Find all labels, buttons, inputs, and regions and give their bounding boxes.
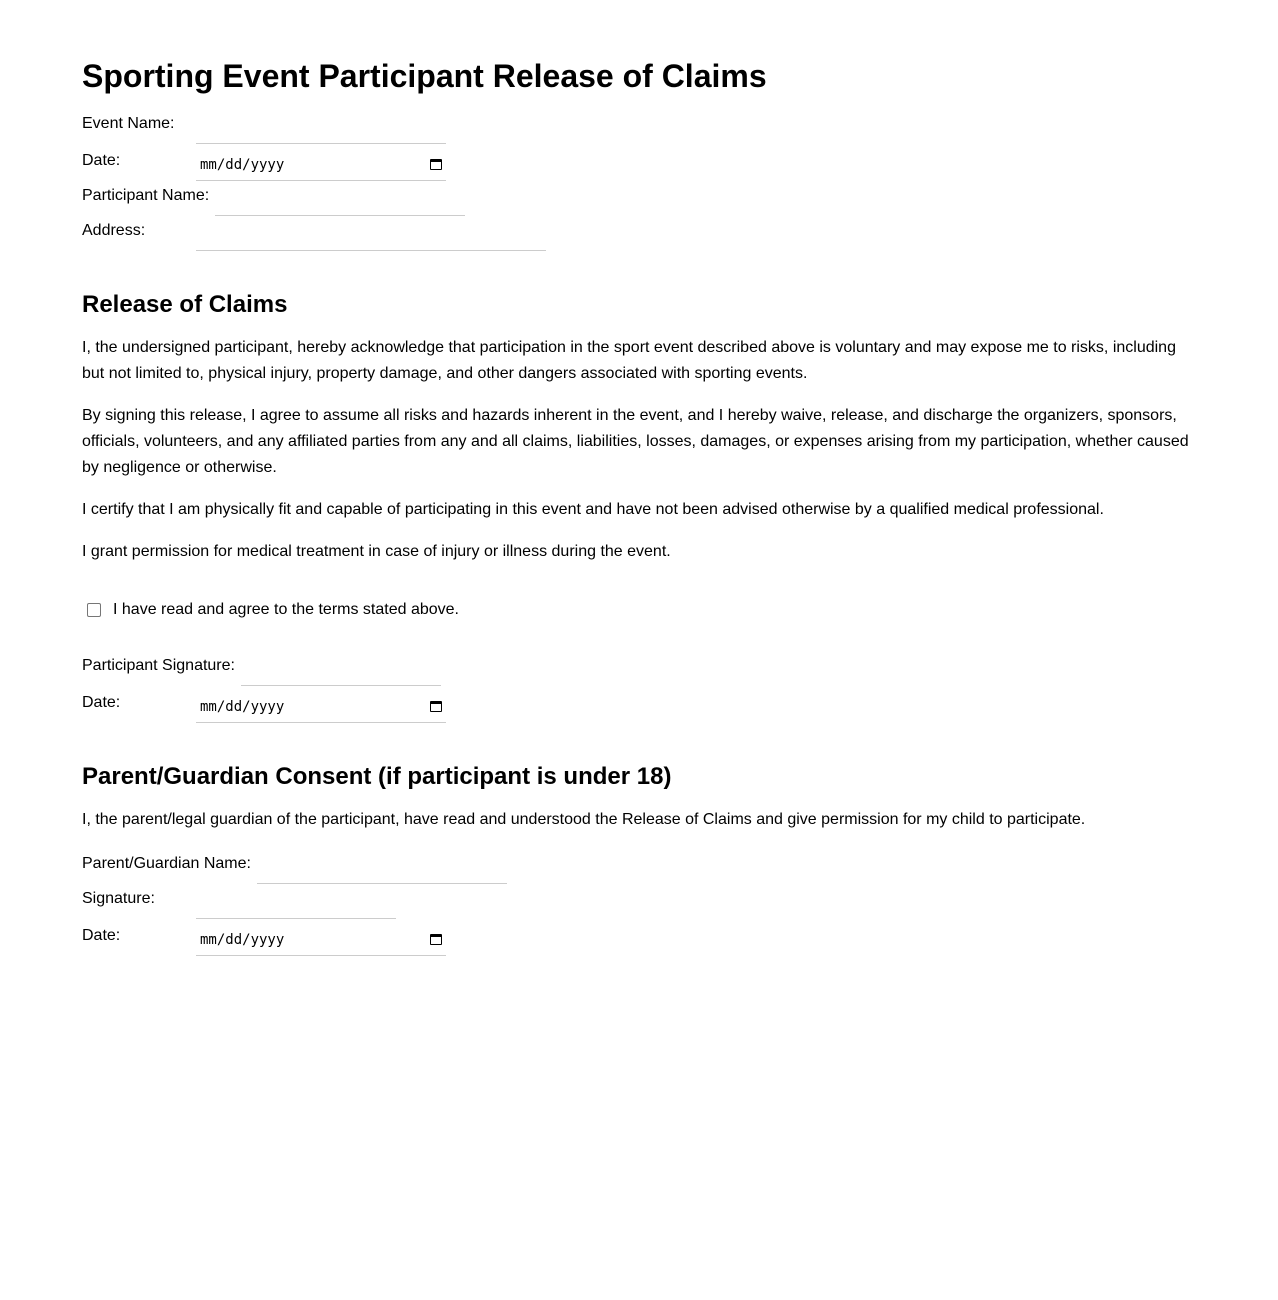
calendar-icon[interactable] xyxy=(430,934,442,945)
release-paragraph: I, the undersigned participant, hereby acknowledge that participation in the sport event described above is voluntary and may expose me to risks, including but not limited to, physical injury, property damage, and other dangers associated with sporting events. xyxy=(82,339,1176,382)
event-name-label: Event Name: xyxy=(82,115,175,132)
participant-date-label: Date: xyxy=(82,694,121,711)
event-name-input[interactable] xyxy=(196,113,446,144)
guardian-signature-row xyxy=(82,884,1196,919)
calendar-icon[interactable] xyxy=(430,701,442,712)
page-title: Sporting Event Participant Release of Claims xyxy=(82,58,767,94)
guardian-name-input[interactable] xyxy=(257,853,507,884)
calendar-icon[interactable] xyxy=(430,159,442,170)
participant-date-row xyxy=(82,686,1196,723)
address-label: Address: xyxy=(82,222,146,239)
guardian-paragraph: I, the parent/legal guardian of the participant, have read and understood the Release of Claims and give permission for my child to participate. xyxy=(82,811,1086,828)
release-paragraph: By signing this release, I agree to assume all risks and hazards inherent in the event, and I hereby waive, release, and discharge the organizers, sponsors, officials, volunteers, and any affiliated parties from any and all claims, liabilities, losses, damages, or expenses arising from my participation, whether caused by negligence or otherwise. xyxy=(82,407,1189,476)
participant-name-label: Participant Name: xyxy=(82,187,210,204)
guardian-signature-input[interactable] xyxy=(196,888,396,919)
guardian-date-row xyxy=(82,919,1196,956)
guardian-name-label: Parent/Guardian Name: xyxy=(82,855,251,872)
event-date-row xyxy=(82,144,1196,181)
event-date-input[interactable] xyxy=(196,149,446,181)
agree-row xyxy=(82,601,1196,619)
participant-name-row xyxy=(82,181,1196,216)
guardian-heading: Parent/Guardian Consent (if participant is under 18) xyxy=(82,763,672,790)
release-heading: Release of Claims xyxy=(82,291,288,318)
guardian-name-row xyxy=(82,849,1196,884)
guardian-date-input[interactable] xyxy=(196,924,446,956)
event-date-label: Date: xyxy=(82,152,121,169)
address-row xyxy=(82,216,1196,251)
release-paragraph: I certify that I am physically fit and capable of participating in this event and have not been advised otherwise by a qualified medical professional. xyxy=(82,501,1104,518)
address-input[interactable] xyxy=(196,220,546,251)
participant-signature-label: Participant Signature: xyxy=(82,657,235,674)
date-placeholder: mm/dd/yyyy xyxy=(200,156,285,173)
release-paragraph: I grant permission for medical treatment in case of injury or illness during the event. xyxy=(82,543,671,560)
participant-signature-input[interactable] xyxy=(241,655,441,686)
event-name-row xyxy=(82,109,1196,144)
guardian-signature-label: Signature: xyxy=(82,890,155,907)
participant-name-input[interactable] xyxy=(215,185,465,216)
participant-signature-row xyxy=(82,651,1196,686)
agree-label: I have read and agree to the terms stated above. xyxy=(113,601,459,618)
agree-checkbox[interactable] xyxy=(87,603,101,617)
date-placeholder: mm/dd/yyyy xyxy=(200,931,285,948)
participant-date-input[interactable] xyxy=(196,691,446,723)
date-placeholder: mm/dd/yyyy xyxy=(200,698,285,715)
guardian-date-label: Date: xyxy=(82,927,121,944)
